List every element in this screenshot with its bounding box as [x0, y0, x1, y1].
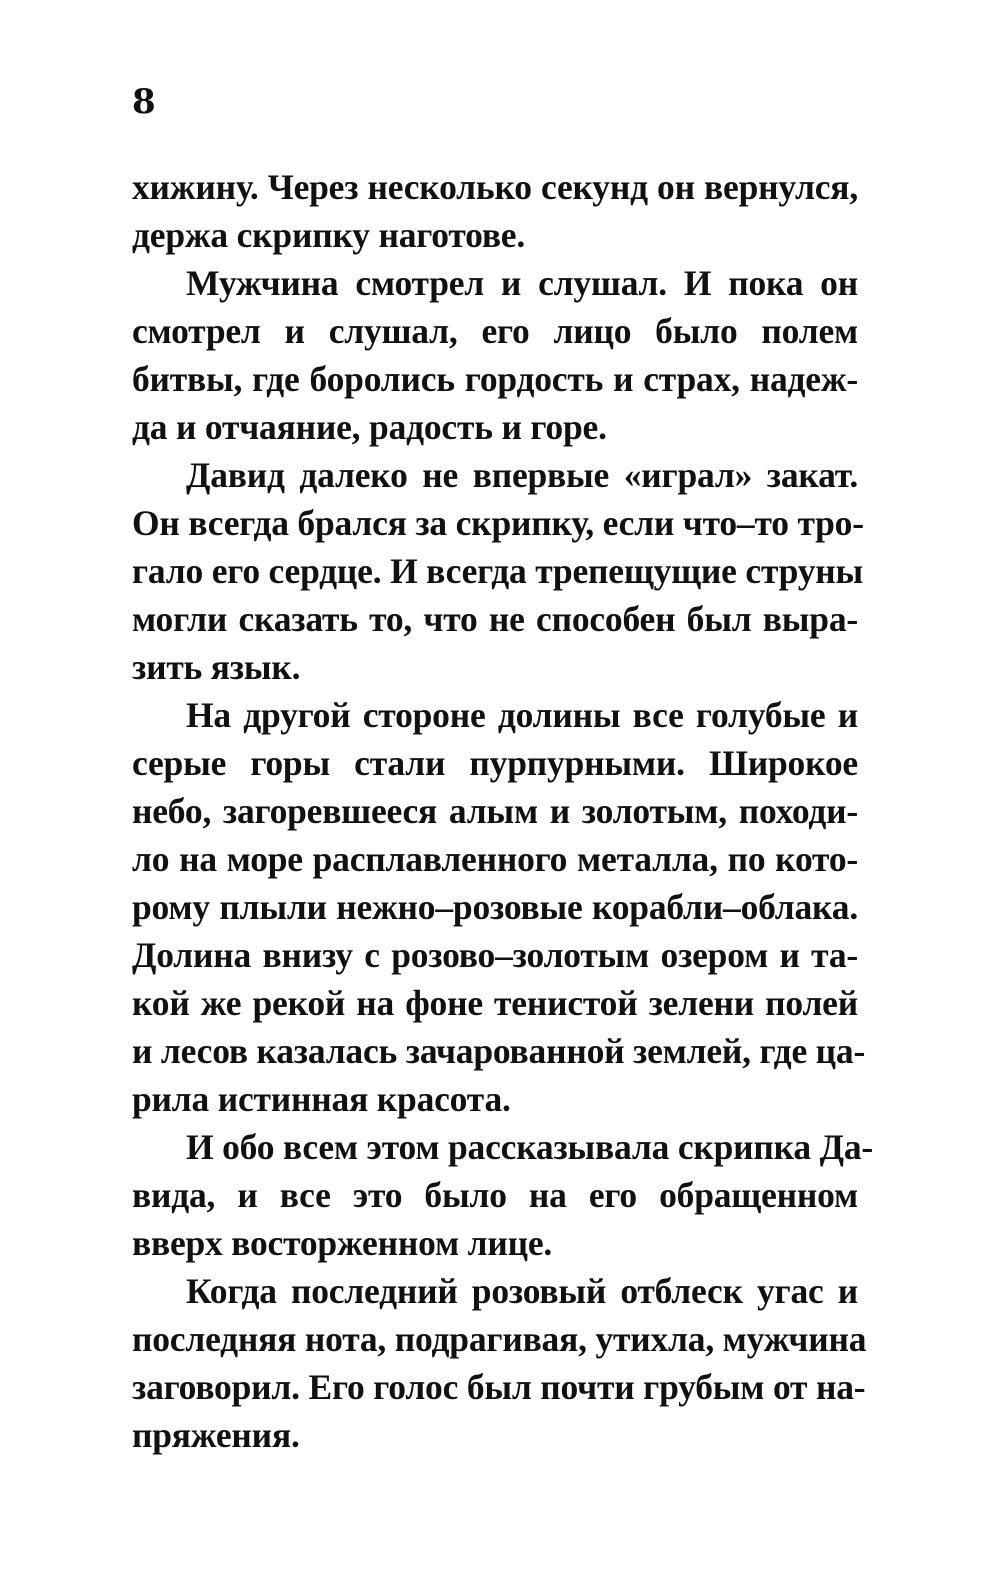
- text-line: заговорил. Его голос был почти грубым от на-: [132, 1367, 866, 1407]
- text-line: да и отчаяние, радость и горе.: [132, 407, 607, 447]
- text-line: Давид далеко не впервые «играл» закат.: [186, 455, 858, 495]
- paragraph-5: [132, 1123, 874, 1267]
- text-line: Когда последний розовый отблеск угас и: [186, 1271, 858, 1311]
- text-line: кой же рекой на фоне тенистой зелени полей: [132, 983, 858, 1023]
- text-line: рила истинная красота.: [132, 1079, 511, 1119]
- text-line: пряжения.: [132, 1415, 300, 1455]
- text-line: и лесов казалась зачарованной землей, где ца-: [132, 1031, 866, 1071]
- text-line: Он всегда брался за скрипку, если что–то тро-: [132, 503, 864, 543]
- text-line: последняя нота, подрагивая, утихла, мужчина: [132, 1319, 867, 1359]
- text-line: держа скрипку наготове.: [132, 215, 526, 255]
- text-line: битвы, где боролись гордость и страх, надеж-: [132, 359, 858, 399]
- paragraph-2: [132, 259, 858, 451]
- text-line: серые горы стали пурпурными. Широкое: [132, 743, 858, 783]
- text-line: Долина внизу с розово–золотым озером и та-: [132, 935, 858, 975]
- text-line: могли сказать то, что не способен был выра-: [132, 599, 858, 639]
- paragraph-3: [132, 451, 864, 691]
- text-line: зить язык.: [132, 647, 301, 687]
- text-line: Мужчина смотрел и слушал. И пока он: [186, 263, 858, 303]
- text-line: ло на море расплавленного металла, по кото-: [132, 839, 858, 879]
- text-line: вида, и все это было на его обращенном: [132, 1175, 858, 1215]
- page-number: 8: [132, 82, 156, 122]
- paragraph-4: [132, 691, 866, 1123]
- body-text: [132, 163, 874, 1459]
- text-line: гало его сердце. И всегда трепещущие струны: [132, 551, 864, 591]
- text-line: хижину. Через несколько секунд он вернулся,: [132, 167, 858, 207]
- paragraph-6: [132, 1267, 867, 1459]
- text-line: небо, загоревшееся алым и золотым, походи-: [132, 791, 858, 831]
- text-line: рому плыли нежно–розовые корабли–облака.: [132, 887, 858, 927]
- text-line: вверх восторженном лице.: [132, 1223, 553, 1263]
- text-line: На другой стороне долины все голубые и: [186, 695, 858, 735]
- paragraph-1: [132, 163, 858, 259]
- text-line: И обо всем этом рассказывала скрипка Да-: [186, 1127, 874, 1167]
- text-line: смотрел и слушал, его лицо было полем: [132, 311, 858, 351]
